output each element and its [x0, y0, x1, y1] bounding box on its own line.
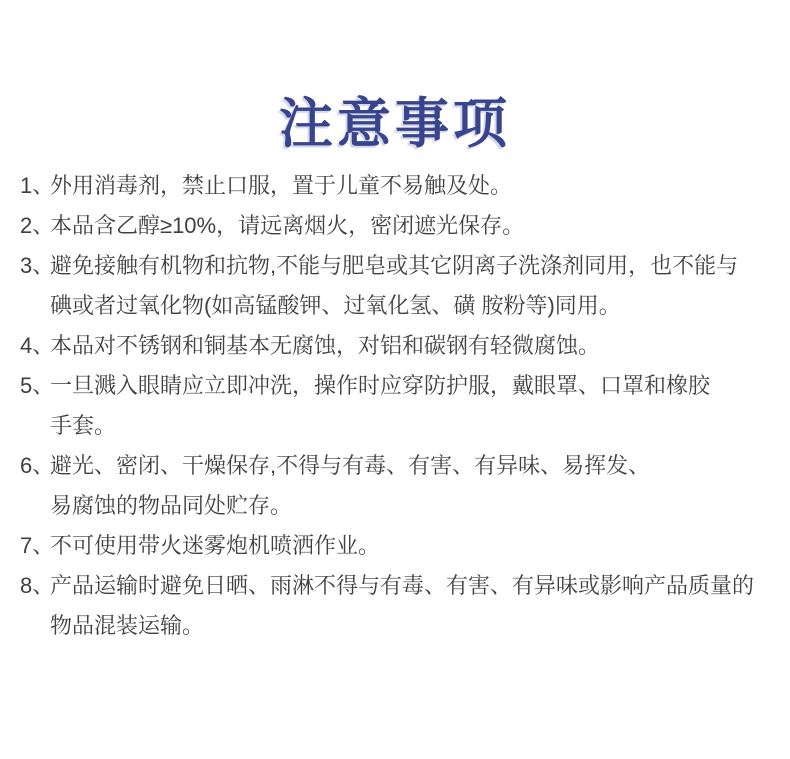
list-item: [0, 446, 782, 526]
item-line: 一旦溅入眼睛应立即冲洗，操作时应穿防护服，戴眼罩、口罩和橡胶: [50, 373, 711, 398]
item-number: 3、: [20, 253, 55, 278]
item-line: 避光、密闭、干燥保存,不得与有毒、有害、有异味、易挥发、: [50, 453, 651, 478]
item-number: 4、: [20, 333, 55, 358]
item-number: 7、: [20, 533, 55, 558]
item-number: 1、: [20, 173, 55, 198]
item-line: 物品混装运输。: [50, 613, 205, 638]
item-number: 6、: [20, 453, 55, 478]
item-line: 产品运输时避免日晒、雨淋不得与有毒、有害、有异味或影响产品质量的: [50, 573, 755, 598]
item-line: 碘或者过氧化物(如高锰酸钾、过氧化氢、磺 胺粉等)同用。: [50, 293, 621, 318]
item-number: 2、: [20, 213, 55, 238]
list-item: [0, 566, 782, 646]
list-item: [0, 206, 782, 246]
item-number: 8、: [20, 573, 55, 598]
item-line: 避免接触有机物和抗物,不能与肥皂或其它阴离子洗涤剂同用，也不能与: [50, 253, 739, 278]
item-line: 外用消毒剂，禁止口服，置于儿童不易触及处。: [50, 173, 513, 198]
item-line: 手套。: [50, 413, 117, 438]
list-item: [0, 366, 782, 446]
list-item: [0, 526, 782, 566]
item-line: 易腐蚀的物品同处贮存。: [50, 493, 293, 518]
page-title: 注意事项: [279, 94, 511, 155]
item-number: 5、: [20, 373, 55, 398]
item-line: 不可使用带火迷雾炮机喷洒作业。: [50, 533, 381, 558]
precautions-list: [0, 166, 782, 646]
item-line: 本品对不锈钢和铜基本无腐蚀，对铝和碳钢有轻微腐蚀。: [50, 333, 601, 358]
list-item: [0, 326, 782, 366]
item-line: 本品含乙醇≥10%，请远离烟火，密闭遮光保存。: [50, 213, 525, 238]
list-item: [0, 246, 782, 326]
list-item: [0, 166, 782, 206]
